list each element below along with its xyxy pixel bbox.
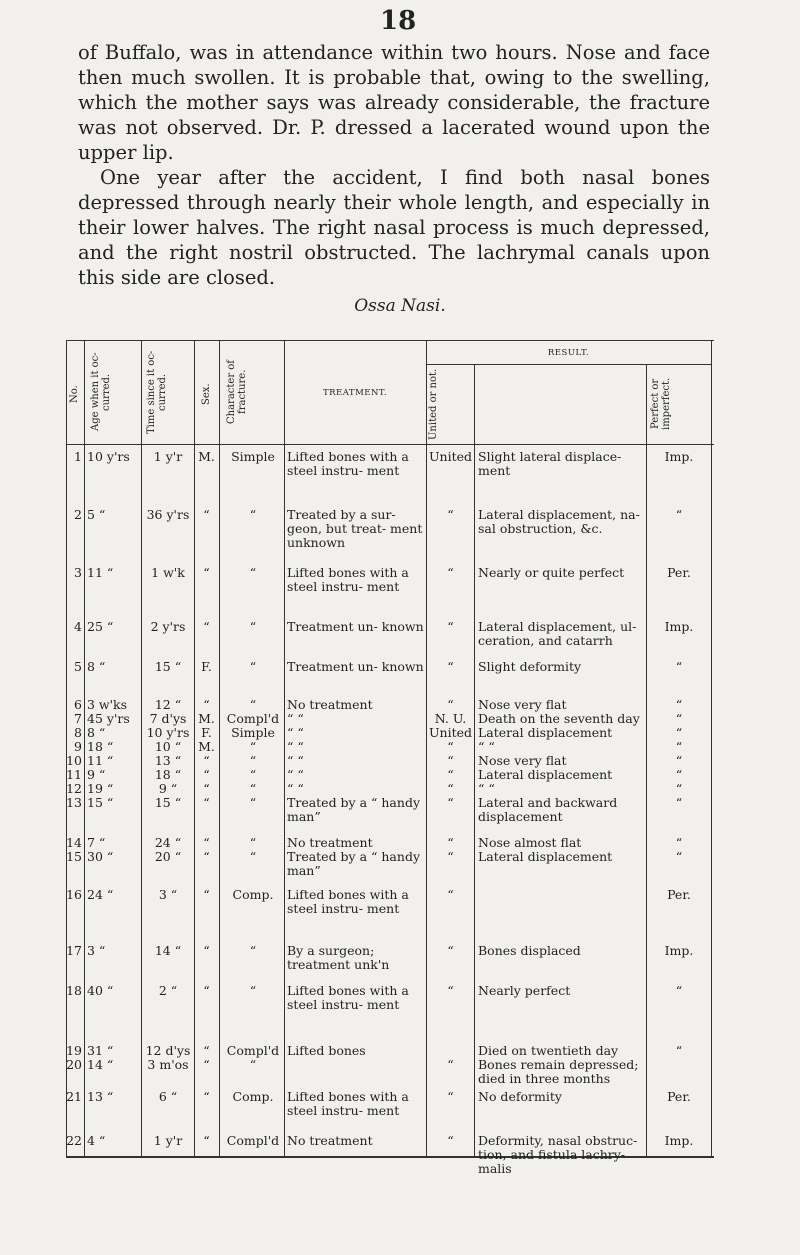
header-united: United or not. [428, 368, 439, 440]
cell-character: Simple [231, 449, 275, 464]
cell-age: 4 “ [87, 1133, 106, 1148]
cell-treatment: Lifted bones with a steel instru- ment [287, 449, 409, 478]
cell-character: “ [249, 767, 257, 782]
cell-no: 3 [74, 565, 82, 580]
cell-sex: “ [203, 795, 210, 810]
cell-character: “ [249, 507, 257, 522]
cell-treatment: No treatment [287, 1133, 373, 1148]
cell-age: 8 “ [87, 725, 106, 740]
cell-age: 5 “ [87, 507, 106, 522]
cell-no: 21 [66, 1089, 82, 1104]
cell-result: “ “ [478, 781, 495, 796]
cell-character: “ [249, 739, 257, 754]
cell-treatment: “ “ [287, 767, 304, 782]
cell-sex: M. [198, 449, 215, 464]
col-rule-age [141, 340, 142, 1157]
cell-no: 7 [74, 711, 82, 726]
cell-time: 1 y'r [153, 449, 183, 464]
cell-perfect: “ [675, 739, 683, 754]
cell-result: Died on twentieth day [478, 1043, 619, 1058]
cell-sex: “ [203, 1057, 210, 1072]
cell-age: 25 “ [87, 619, 114, 634]
header-perfect: Perfect or imperfect. [650, 377, 672, 431]
cell-result: Lateral displacement [478, 725, 613, 740]
cell-sex: “ [203, 697, 210, 712]
body-text [78, 40, 710, 290]
cell-time: 10 y'rs [146, 725, 190, 740]
cell-no: 12 [66, 781, 82, 796]
cell-no: 17 [66, 943, 82, 958]
cell-perfect: “ [675, 725, 683, 740]
cell-time: 15 “ [154, 795, 182, 810]
cell-age: 24 “ [87, 887, 114, 902]
cell-perfect: “ [675, 849, 683, 864]
cell-perfect: “ [675, 1043, 683, 1058]
cell-character: Compl'd [226, 1133, 280, 1148]
header-sex: Sex. [201, 383, 212, 405]
cell-result: Slight lateral displace- ment [478, 449, 622, 478]
cell-united: “ [447, 849, 454, 864]
cell-treatment: Lifted bones with a steel instru- ment [287, 1089, 409, 1118]
cell-character: Comp. [232, 1089, 274, 1104]
cell-time: 3 “ [158, 887, 178, 902]
cell-result: Lateral and backward displacement [478, 795, 618, 824]
cell-perfect: “ [675, 507, 683, 522]
header-time: Time since it oc- curred. [146, 350, 168, 434]
cell-united: “ [447, 887, 454, 902]
cell-result: “ “ [478, 739, 495, 754]
cell-result: Nose very flat [478, 697, 567, 712]
col-rule-sex [219, 340, 220, 1157]
cell-result: Nearly perfect [478, 983, 571, 998]
cell-perfect: “ [675, 781, 683, 796]
table-top-rule [66, 340, 714, 341]
cell-sex: M. [198, 711, 215, 726]
cell-treatment: Lifted bones with a steel instru- ment [287, 565, 409, 594]
cell-no: 18 [66, 983, 82, 998]
cell-character: “ [249, 835, 257, 850]
cell-perfect: Per. [667, 887, 691, 902]
cell-age: 11 “ [87, 753, 114, 768]
page-number: 18 [380, 6, 417, 36]
cell-age: 11 “ [87, 565, 114, 580]
cell-result: Bones displaced [478, 943, 581, 958]
col-rule-character [284, 340, 285, 1157]
cell-age: 3 w'ks [87, 697, 128, 712]
cell-character: Comp. [232, 887, 274, 902]
cell-character: “ [249, 849, 257, 864]
cell-character: Simple [231, 725, 275, 740]
cell-age: 31 “ [87, 1043, 114, 1058]
table-title: Ossa Nasi. [354, 296, 446, 316]
cell-character: “ [249, 565, 257, 580]
cell-time: 13 “ [154, 753, 182, 768]
header-character: Character of fracture. [226, 360, 248, 425]
cell-sex: “ [203, 1089, 210, 1104]
cell-no: 2 [74, 507, 82, 522]
cell-united: United [428, 725, 472, 740]
header-result: RESULT. [547, 348, 590, 358]
cell-time: 2 “ [158, 983, 178, 998]
cell-united: “ [447, 943, 454, 958]
cell-time: 36 y'rs [146, 507, 190, 522]
cell-treatment: Treated by a “ handy man” [287, 795, 421, 824]
col-rule-no [84, 340, 85, 1157]
cell-no: 19 [66, 1043, 82, 1058]
cell-character: “ [249, 1057, 257, 1072]
cell-perfect: Per. [667, 1089, 691, 1104]
cell-no: 13 [66, 795, 82, 810]
cell-perfect: “ [675, 697, 683, 712]
cell-age: 7 “ [87, 835, 106, 850]
cell-sex: “ [203, 849, 210, 864]
cell-character: “ [249, 943, 257, 958]
cell-sex: “ [203, 507, 210, 522]
cell-treatment: “ “ [287, 739, 304, 754]
cell-character: “ [249, 697, 257, 712]
cell-united: “ [447, 767, 454, 782]
cell-united: “ [447, 739, 454, 754]
cell-united: “ [447, 753, 454, 768]
cell-treatment: “ “ [287, 711, 304, 726]
header-no: No. [69, 385, 80, 403]
cell-result: Lateral displacement [478, 767, 613, 782]
cell-treatment: Treated by a sur- geon, but treat- ment unknown [287, 507, 423, 550]
cell-character: “ [249, 795, 257, 810]
cell-treatment: Treatment un- known [287, 659, 424, 674]
cell-united: “ [447, 1133, 454, 1148]
cell-perfect: “ [675, 767, 683, 782]
cell-sex: “ [203, 943, 210, 958]
cell-perfect: “ [675, 659, 683, 674]
cell-sex: F. [201, 725, 212, 740]
cell-age: 10 y'rs [87, 449, 130, 464]
cell-sex: “ [203, 983, 210, 998]
cell-result: Lateral displacement [478, 849, 613, 864]
cell-character: Compl'd [226, 711, 280, 726]
col-rule-united [474, 364, 475, 1157]
header-bottom-rule [66, 444, 714, 445]
cell-result: Slight deformity [478, 659, 582, 674]
cell-time: 10 “ [154, 739, 182, 754]
cell-time: 12 “ [154, 697, 182, 712]
cell-time: 18 “ [154, 767, 182, 782]
cell-united: “ [447, 795, 454, 810]
cell-united: “ [447, 835, 454, 850]
cell-united: “ [447, 1089, 454, 1104]
cell-no: 16 [66, 887, 82, 902]
cell-sex: “ [203, 1133, 210, 1148]
cell-age: 30 “ [87, 849, 114, 864]
cell-no: 22 [66, 1133, 82, 1148]
cell-time: 7 d'ys [149, 711, 187, 726]
cell-united: “ [447, 983, 454, 998]
cell-age: 14 “ [87, 1057, 114, 1072]
cell-age: 9 “ [87, 767, 106, 782]
cell-character: “ [249, 781, 257, 796]
cell-united: “ [447, 619, 454, 634]
cell-sex: “ [203, 781, 210, 796]
cell-character: Compl'd [226, 1043, 280, 1058]
cell-no: 6 [74, 697, 82, 712]
cell-united: “ [447, 697, 454, 712]
cell-time: 1 y'r [153, 1133, 183, 1148]
cell-time: 1 w'k [151, 565, 185, 580]
cell-sex: “ [203, 753, 210, 768]
cell-no: 9 [74, 739, 82, 754]
paragraph-1: of Buffalo, was in attendance within two hours. Nose and face then much swollen. It is probable that, owing to the swelling, which the mother says was already considerable, the fracture was not observed. Dr. P. dressed a lacerated wound upon the upper lip. [78, 41, 710, 164]
cell-sex: M. [198, 739, 215, 754]
cell-age: 3 “ [87, 943, 106, 958]
cell-perfect: “ [675, 835, 683, 850]
cell-perfect: Imp. [664, 449, 694, 464]
cell-treatment: “ “ [287, 781, 304, 796]
cell-treatment: Lifted bones with a steel instru- ment [287, 983, 409, 1012]
cell-united: “ [447, 659, 454, 674]
cell-no: 20 [66, 1057, 82, 1072]
cell-treatment: “ “ [287, 753, 304, 768]
ossa-nasi-table [66, 324, 714, 1176]
cell-age: 19 “ [87, 781, 114, 796]
cell-sex: “ [203, 835, 210, 850]
cell-united: “ [447, 781, 454, 796]
cell-perfect: “ [675, 795, 683, 810]
cell-united: United [428, 449, 472, 464]
cell-time: 24 “ [154, 835, 182, 850]
cell-time: 9 “ [158, 781, 178, 796]
cell-perfect: “ [675, 983, 683, 998]
cell-united: N. U. [434, 711, 467, 726]
cell-perfect: “ [675, 711, 683, 726]
cell-no: 1 [74, 449, 82, 464]
cell-time: 6 “ [158, 1089, 178, 1104]
cell-treatment: Treated by a “ handy man” [287, 849, 421, 878]
cell-result: Nearly or quite perfect [478, 565, 625, 580]
cell-no: 8 [74, 725, 82, 740]
cell-character: “ [249, 983, 257, 998]
cell-sex: “ [203, 887, 210, 902]
cell-age: 45 y'rs [87, 711, 130, 726]
cell-united: “ [447, 565, 454, 580]
cell-character: “ [249, 659, 257, 674]
cell-sex: F. [201, 659, 212, 674]
cell-time: 2 y'rs [150, 619, 186, 634]
cell-age: 15 “ [87, 795, 114, 810]
cell-perfect: Imp. [664, 1133, 694, 1148]
cell-no: 4 [74, 619, 82, 634]
cell-time: 14 “ [154, 943, 182, 958]
cell-result: Lateral displacement, ul- ceration, and catarrh [478, 619, 637, 648]
cell-result: Nose almost flat [478, 835, 582, 850]
cell-treatment: “ “ [287, 725, 304, 740]
cell-treatment: No treatment [287, 835, 373, 850]
cell-sex: “ [203, 619, 210, 634]
cell-no: 15 [66, 849, 82, 864]
cell-age: 13 “ [87, 1089, 114, 1104]
cell-time: 12 d'ys [145, 1043, 191, 1058]
cell-result: Death on the seventh day [478, 711, 640, 726]
cell-treatment: By a surgeon; treatment unk'n [287, 943, 390, 972]
cell-united: “ [447, 507, 454, 522]
cell-character: “ [249, 619, 257, 634]
cell-sex: “ [203, 1043, 210, 1058]
cell-result: Deformity, nasal obstruc- tion, and fistula lachry- malis [478, 1133, 638, 1176]
cell-no: 11 [66, 767, 82, 782]
cell-character: “ [249, 753, 257, 768]
cell-sex: “ [203, 565, 210, 580]
header-age: Age when it oc- curred. [90, 352, 112, 432]
paragraph-2: One year after the accident, I find both nasal bones depressed through nearly their whole length, and especially in their lower halves. The right nasal process is much depressed, and the right nostril obstructed. The lachrymal canals upon this side are closed. [78, 166, 710, 289]
cell-no: 10 [66, 753, 82, 768]
cell-treatment: No treatment [287, 697, 373, 712]
cell-age: 8 “ [87, 659, 106, 674]
result-sub-rule [426, 364, 711, 365]
cell-treatment: Lifted bones [287, 1043, 366, 1058]
cell-sex: “ [203, 767, 210, 782]
cell-treatment: Treatment un- known [287, 619, 424, 634]
cell-united: “ [447, 1057, 454, 1072]
cell-treatment: Lifted bones with a steel instru- ment [287, 887, 409, 916]
cell-age: 40 “ [87, 983, 114, 998]
cell-perfect: “ [675, 753, 683, 768]
cell-time: 3 m'os [147, 1057, 189, 1072]
cell-perfect: Per. [667, 565, 691, 580]
cell-time: 15 “ [154, 659, 182, 674]
cell-age: 18 “ [87, 739, 114, 754]
cell-perfect: Imp. [664, 943, 694, 958]
cell-perfect: Imp. [664, 619, 694, 634]
cell-result: Bones remain depressed; died in three months [478, 1057, 639, 1086]
cell-result: No deformity [478, 1089, 562, 1104]
cell-no: 5 [74, 659, 82, 674]
header-treatment: TREATMENT. [322, 388, 388, 398]
table-right-rule [711, 340, 712, 1157]
cell-time: 20 “ [154, 849, 182, 864]
cell-result: Lateral displacement, na- sal obstruction, &c. [478, 507, 640, 536]
cell-result: Nose very flat [478, 753, 567, 768]
cell-no: 14 [66, 835, 82, 850]
